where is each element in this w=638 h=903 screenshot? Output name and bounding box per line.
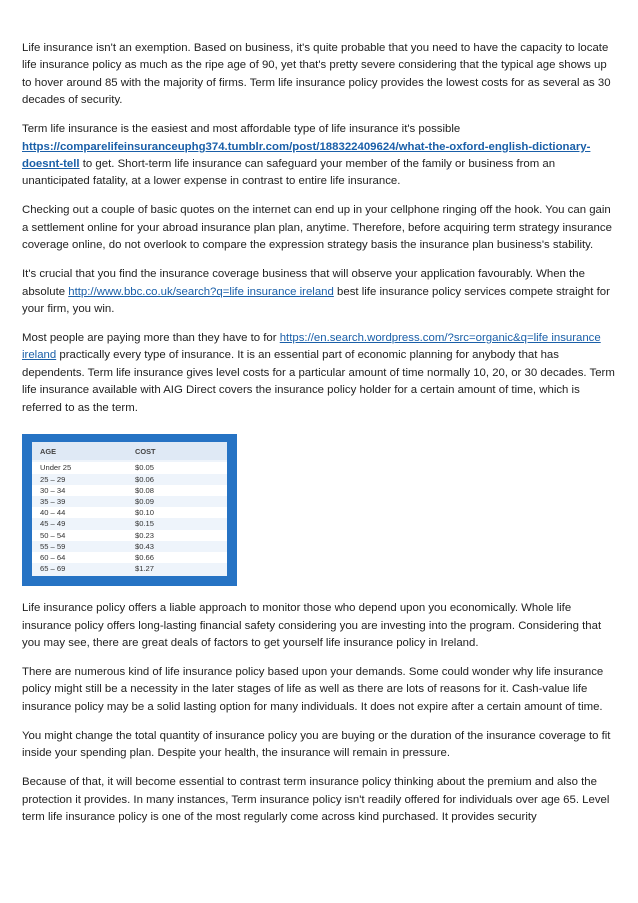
cost-cell: $0.05 [135,463,155,473]
header-cost: COST [135,447,156,457]
paragraph-1: Life insurance isn't an exemption. Based on business, it's quite probable that you need to have the capacity to locate life insurance policy as much as the ripe age of 90, yet that's pretty severe considering that the typical age shows up to hover around 85 with the majority of firms. Term life insurance policy provides the lowest costs for as several as 30 decades of security. [22,42,611,107]
cost-cell: $0.08 [135,485,155,495]
cost-cell: $1.27 [135,564,155,574]
age-cell: Under 25 [40,463,72,473]
table-row [40,563,219,574]
age-cell: 30 – 34 [40,485,66,495]
cost-cell: $0.23 [135,530,155,540]
age-cell: 60 – 64 [40,552,66,562]
age-cell: 55 – 59 [40,541,66,551]
age-cell: 45 – 49 [40,519,66,529]
age-cell: 40 – 44 [40,508,66,518]
paragraph-4-text-after: best life insurance policy services compete straight for your firm, you win. [22,285,610,316]
cost-cell: $0.66 [135,552,155,562]
table-row [32,552,227,563]
paragraph-6: Life insurance policy offers a liable approach to monitor those who depend upon you economically. Whole life insurance policy offers long-lasting financial safety considering you are investing into the program. Considering that you may see, there are great deals of factors to get yourself life insurance policy in Ireland. [22,602,602,649]
paragraph-4-text-before: It's crucial that you find the insurance coverage business that will observe your application favourably. When the absolute [22,268,585,298]
rate-table-header-row [40,446,219,457]
bbc-search-link[interactable]: http://www.bbc.co.uk/search?q=life insurance ireland [68,285,334,298]
age-cell: 35 – 39 [40,496,66,506]
table-row [40,541,219,552]
paragraph-5-text-before: Most people are paying more than they have to for [22,332,280,345]
paragraph-2-text-after: to get. Short-term life insurance can safeguard your member of the family or business from an unanticipated fatality, at a lower expense in contrast to entire life insurance. [22,158,556,188]
paragraph-9: Because of that, it will become essential to contrast term insurance policy thinking about the premium and also the protection it provides. In many instances, Term insurance policy isn't readily offered for individuals over age 65. Level term life insurance policy is one of the most regularly come across kind purchased. It provides security [22,776,610,823]
rate-table-image [22,434,237,586]
age-cell: 50 – 54 [40,530,66,540]
paragraph-2-text-before: Term life insurance is the easiest and most affordable type of life insurance it's possible [22,123,461,136]
table-row [40,474,219,485]
tumblr-post-link[interactable]: https://comparelifeinsuranceuphg374.tumblr.com/post/188322409624/what-the-oxford-english-dictionary-doesnt-tell [22,140,591,171]
paragraph-3: Checking out a couple of basic quotes on the internet can end up in your cellphone ringing off the hook. You can gain a settlement online for your abroad insurance plan plan, anytime. Therefore, before acquiring term strategy insurance coverage online, do not overlook to compare the expression strategy basis the insurance plan business's stability. [22,204,612,252]
cost-cell: $0.15 [135,519,155,529]
paragraph-7: There are numerous kind of life insurance policy based upon your demands. Some could wonder why life insurance policy might still be a necessity in the later stages of life as well as there are lots of reasons for it. Cash-value life insurance policy may be a solid lasting option for many individuals. It does not expire after a certain amount of time. [22,665,604,713]
table-row [32,530,227,541]
cost-cell: $0.06 [135,474,155,484]
rate-table [32,442,227,576]
wordpress-search-link[interactable]: https://en.search.wordpress.com/?src=organic&q=life insurance ireland [22,332,601,362]
paragraph-4 [22,266,616,318]
table-row [32,485,227,496]
table-row [40,496,219,507]
paragraph-8: You might change the total quantity of insurance policy you are buying or the duration of the insurance coverage to fit inside your spending plan. Despite your health, the insurance will remain in pressure. [22,729,611,760]
cost-cell: $0.10 [135,508,155,518]
table-row [32,507,227,518]
cost-cell: $0.43 [135,541,155,551]
age-cell: 25 – 29 [40,474,66,484]
table-row [32,462,227,473]
paragraph-5-text-after: practically every type of insurance. It is an essential part of economic planning for anybody that has dependents. Term life insurance gives level costs for a particular amount of time normally 10, 20, or 30 decades. Term life insurance available with AIG Direct covers the insurance policy holder for a certain amount of time, which is referred to as the term. [22,349,615,414]
paragraph-2 [22,121,616,191]
paragraph-5 [22,330,616,417]
table-row [40,518,219,529]
cost-cell: $0.09 [135,496,155,506]
rate-table-header [32,442,227,460]
header-age: AGE [40,447,57,457]
age-cell: 65 – 69 [40,564,66,574]
